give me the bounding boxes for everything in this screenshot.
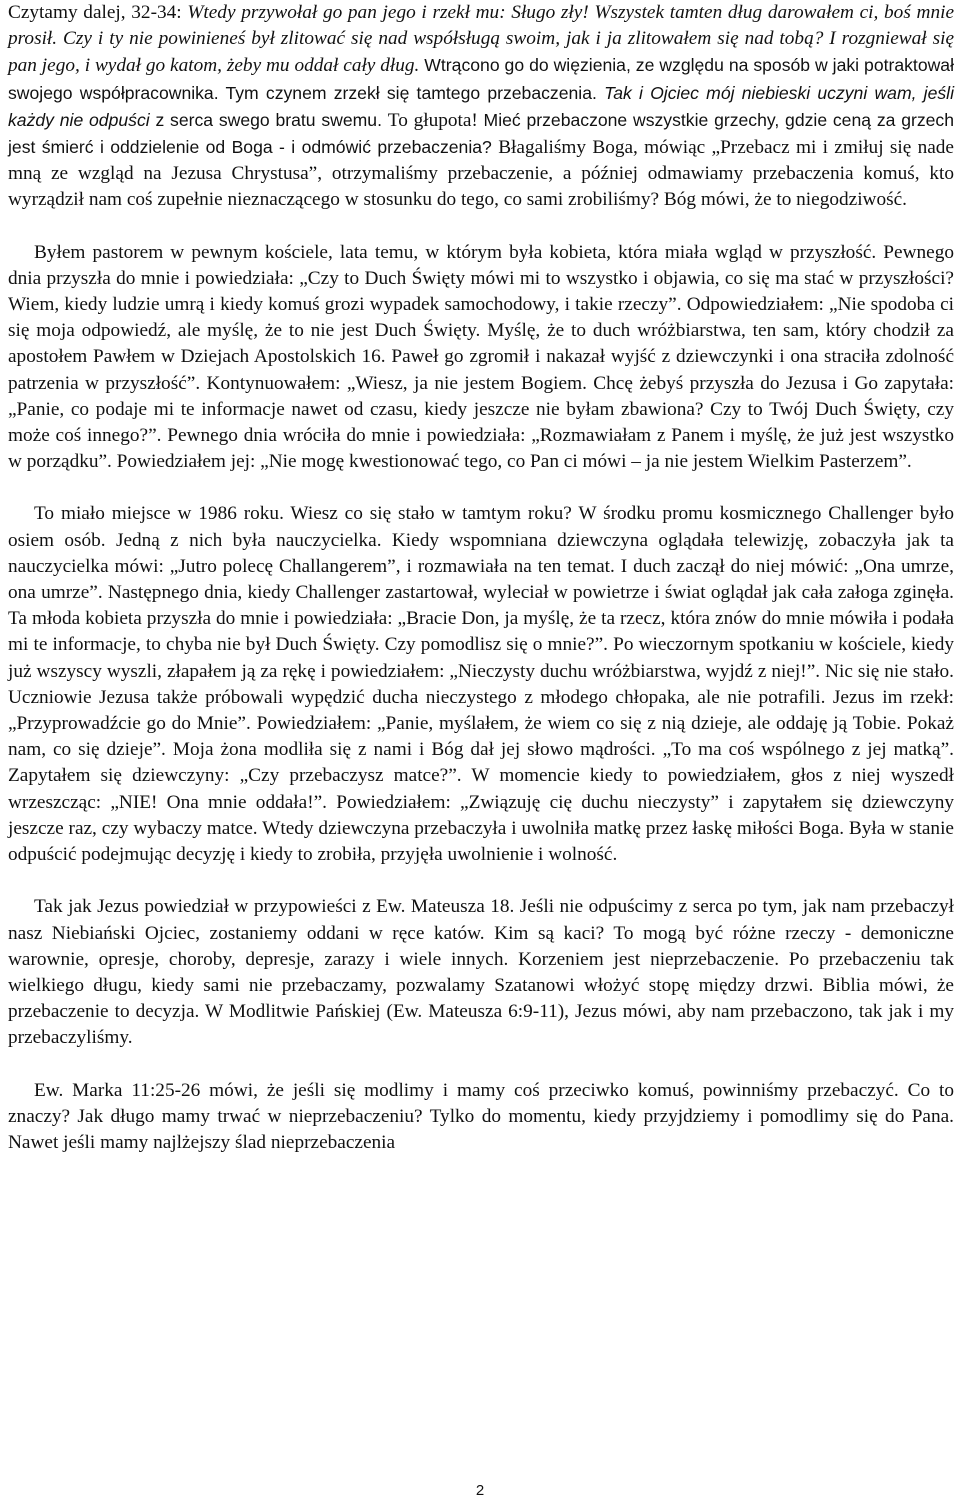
paragraph-1-scripture-quote-2: Tak i Ojciec mój niebieski uczyni wam, jeśli każdy nie odpuści (8, 82, 954, 130)
paragraph-5: Ew. Marka 11:25-26 mówi, że jeśli się modlimy i mamy coś przeciwko komuś, powinniśmy przebaczyć. Co to znaczy? Jak długo mamy trwać w nieprzebaczeniu? Tylko do momentu, kiedy przyjdziemy i pomodlimy się do Pana. Nawet jeśli mamy najlżejszy ślad nieprzebaczenia (8, 1079, 954, 1153)
paragraph-gap (8, 214, 954, 240)
paragraph-1-intro: Czytamy dalej, 32-34: (8, 2, 188, 23)
paragraph-gap (8, 475, 954, 501)
paragraph-2: Byłem pastorem w pewnym kościele, lata temu, w którym była kobieta, która miała wgląd w przyszłość. Pewnego dnia przyszła do mnie i powiedziała: „Czy to Duch Święty mówi mi to wszystko i objawia, co się ma stać w przyszłości? Wiem, kiedy ludzie umrą i kiedy komuś grozi wypadek samochodowy, i takie rzeczy”. Odpowiedziałem: „Nie spodoba ci się moja odpowiedź, ale myślę, że to nie jest Duch Święty. Myślę, że to duch wróżbiarstwa, ten sam, który chodził za apostołem Pawłem w Dziejach Apostolskich 16. Paweł go zgromił i nakazał wyjść z dziewczynki i ona straciła zdolność patrzenia w przyszłość”. Kontynuowałem: „Wiesz, ja nie jestem Bogiem. Chcę żebyś przyszła do Jezusa i Go zapytała: „Panie, co podaje mi te informacje nawet od czasu, kiedy jeszcze nie byłam zbawiona? Czy to Twój Duch Święty, czy może coś innego?”. Pewnego dnia wróciła do mnie i powiedziała: „Rozmawiałam z Panem i myślę, że już jest wszystko w porządku”. Powiedziałem jej: „Nie mogę kwestionować tego, co Pan ci mówi – ja nie jestem Wielkim Pasterzem”. (8, 241, 954, 473)
paragraph-1 (8, 0, 954, 214)
paragraph-1-commentary: Wtrącono go do więzienia, ze względu na sposób w jaki potraktował swojego współpracownika. Tym czynem zrzekł się tamtego przebaczenia. (8, 55, 955, 103)
paragraph-4: Tak jak Jezus powiedział w przypowieści z Ew. Mateusza 18. Jeśli nie odpuścimy z serca po tym, jak nam przebaczył nasz Niebiański Ojciec, zostaniemy oddani w ręce katów. Kim są kaci? To mogą być różne rzeczy - demoniczne warownie, opresje, choroby, depresje, zarazy i wiele innych. Korzeniem jest nieprzebaczenie. Po przebaczeniu tak wielkiego długu, kiedy sami nie przebaczamy, pozwalamy Szatanowi włożyć stopę między drzwi. Biblia mówi, że przebaczenie to decyzja. W Modlitwie Pańskiej (Ew. Mateusza 6:9-11), Jezus mówi, aby nam przebaczono, tak jak i my przebaczyliśmy. (8, 896, 954, 1049)
paragraph-1-conclusion: Błagaliśmy Boga, mówiąc „Przebacz mi i zmiłuj się nade mną ze wzgląd na Jezusa Chrystusa”, otrzymaliśmy przebaczenie, a później odmawiamy przebaczenia komuś, kto wyrządził nam coś zupełnie nieznaczącego w stosunku do tego, co sami zrobiliśmy? Bóg mówi, że to niegodziwość. (8, 137, 954, 211)
paragraph-1-scripture-end: z serca swego bratu swemu. (149, 109, 388, 130)
paragraph-1-scripture-quote: Wtedy przywołał go pan jego i rzekł mu: Sługo zły! Wszystek tamten dług darowałem ci, boś mnie prosił. Czy i ty nie powinieneś był zlitować się nad współsługą swoim, jak i ja zlitowałem się nad tobą? I rozgniewał się pan jego, i wydał go katom, żeby mu oddał cały dług. (8, 2, 954, 77)
paragraph-gap (8, 868, 954, 894)
paragraph-1-question: Mieć przebaczone wszystkie grzechy, gdzie ceną za grzech jest śmierć i oddzielenie od Boga - i odmówić przebaczenia? (8, 109, 954, 158)
paragraph-gap (8, 1052, 954, 1078)
document-page (8, 0, 954, 1156)
paragraph-1-exclamation: To głupota! (387, 109, 484, 131)
page-number: 2 (475, 1482, 485, 1499)
paragraph-3: To miało miejsce w 1986 roku. Wiesz co się stało w tamtym roku? W środku promu kosmicznego Challenger było osiem osób. Jedną z nich była nauczycielka. Kiedy wspomniana dziewczyna oglądała telewizję, zobaczyła jak ta nauczycielka mówi: „Jutro polecę Challangerem”, i rozmawiała na ten temat. I duch zaczął do niej mówić: „Ona umrze, ona umrze”. Następnego dnia, kiedy Challenger zastartował, wyleciał w powietrze i świat oglądał jak cała załoga zginęła. Ta młoda kobieta przyszła do mnie i powiedziała: „Bracie Don, ja myślę, że ta rzecz, która znów do mnie mówiła i podała mi te informacje, to chyba nie był Duch Święty. Czy pomodlisz się o mnie?”. Po wieczornym spotkaniu w kościele, kiedy już wszyscy wyszli, złapałem ją za rękę i powiedziałem: „Nieczysty duchu wróżbiarstwa, wyjdź z niej!”. Nic się nie stało. Uczniowie Jezusa także próbowali wypędzić ducha nieczystego z młodego chłopaka, ale nie potrafili. Jezus im rzekł: „Przyprowadźcie go do Mnie”. Powiedziałem: „Panie, myślałem, że wiem co się z nią dzieje, ale oddaję ją Tobie. Pokaż nam, co się dzieje”. Moja żona modliła się z nami i Bóg dał jej słowo mądrości. „To ma coś wspólnego z jej matką”. Zapytałem się dziewczyny: „Czy przebaczysz matce?”. W momencie kiedy to powiedziałem, głos z niej wyszedł wrzeszcząc: „NIE! Ona mnie oddała!”. Powiedziałem: „Związuję cię duchu nieczysty” i zapytałem się dziewczyny jeszcze raz, czy wybaczy matce. Wtedy dziewczyna przebaczyła i uwolniła matkę przez łaskę miłości Boga. Była w stanie odpuścić podejmując decyzję i kiedy to zrobiła, przyjęła uwolnienie i wolność. (8, 503, 954, 866)
